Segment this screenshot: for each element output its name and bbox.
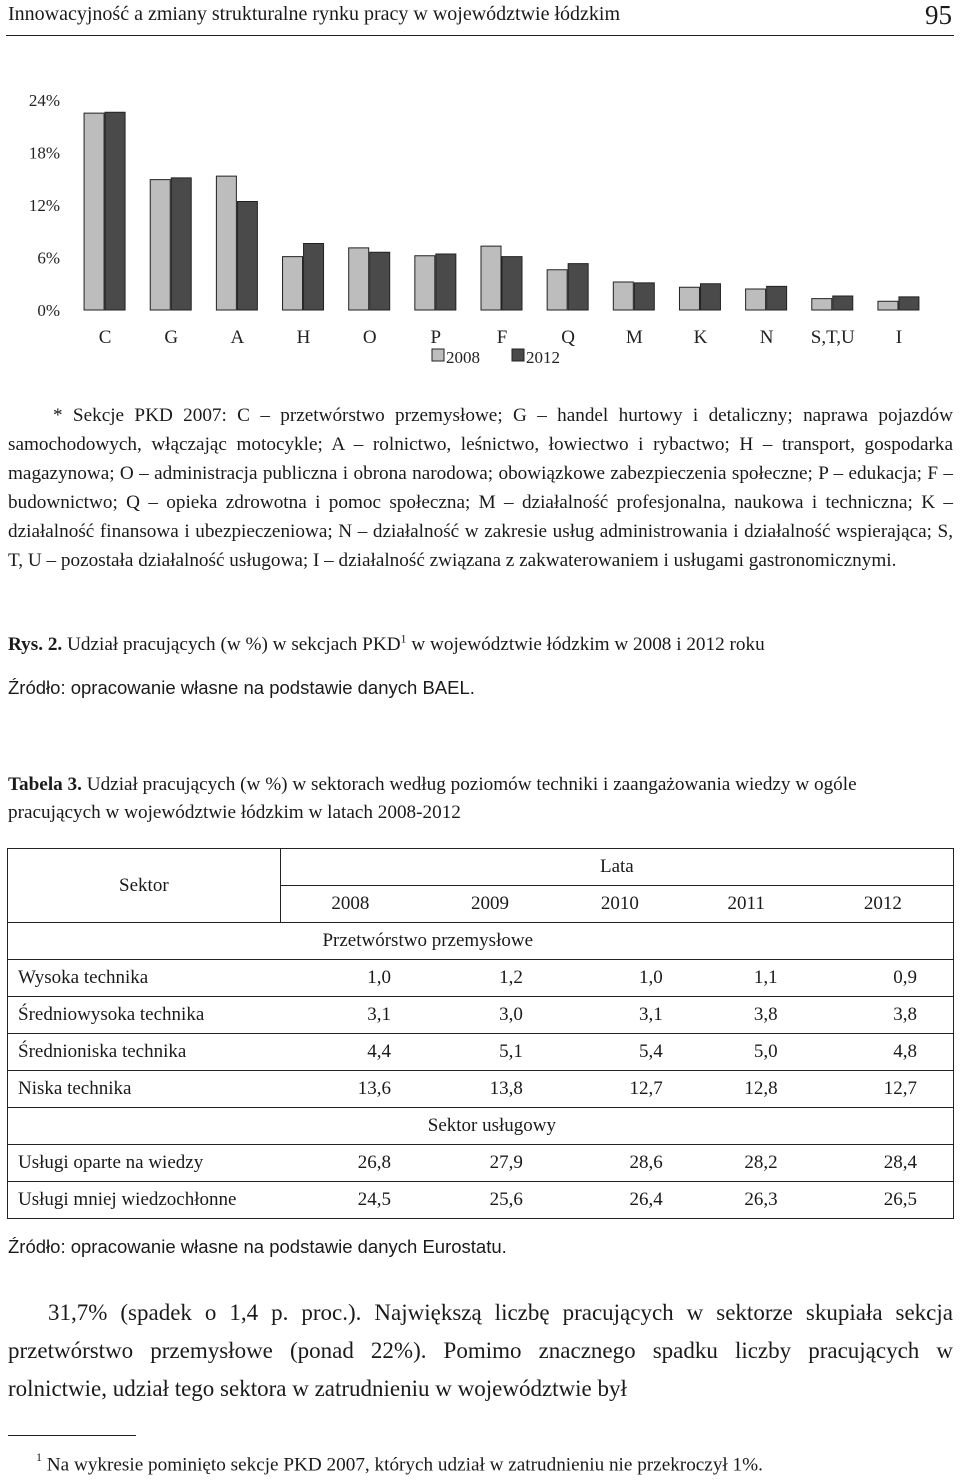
cell: 26,8	[357, 1152, 392, 1173]
cell: 3,1	[639, 1004, 663, 1025]
row-label: Średniowysoka technika	[8, 997, 281, 1034]
group-label-industry	[8, 923, 954, 960]
bar-2012	[899, 297, 919, 310]
y-tick-label: 6%	[37, 248, 60, 268]
cell: 5,0	[753, 1041, 778, 1062]
bar-2008	[812, 299, 832, 310]
bar-2012	[634, 283, 654, 310]
bar-2008	[878, 301, 898, 310]
figure-caption-label: Rys. 2.	[8, 634, 63, 655]
group-label-services-text: Sektor usługowy	[427, 1115, 556, 1136]
bar-2012	[833, 296, 853, 310]
header-rule	[6, 35, 954, 36]
footnote-marker: 1	[36, 1450, 42, 1464]
x-tick-label: O	[362, 327, 377, 348]
footnote	[36, 1452, 763, 1476]
bar-2008	[481, 246, 501, 310]
cell: 26,3	[744, 1189, 778, 1210]
body-paragraph	[8, 1294, 953, 1408]
cell: 4,4	[367, 1041, 392, 1062]
page-number: 95	[925, 0, 952, 30]
y-tick-label: 18%	[28, 143, 60, 163]
figure-caption	[8, 631, 765, 656]
cell: 1,1	[753, 967, 778, 988]
cell: 28,6	[629, 1152, 663, 1173]
x-tick-label: K	[693, 327, 708, 348]
cell: 12,8	[744, 1078, 778, 1099]
cell: 28,2	[744, 1152, 778, 1173]
cell: 13,8	[489, 1078, 523, 1099]
legend-label: 2008	[446, 348, 480, 367]
x-tick-label: F	[496, 327, 508, 348]
cell: 3,8	[813, 997, 954, 1034]
year-header: 2010	[600, 893, 639, 914]
cell: 3,0	[499, 1004, 523, 1025]
bar-2012	[370, 252, 390, 310]
row-label: Średnioniska technika	[8, 1034, 281, 1071]
cell: 4,8	[813, 1034, 954, 1071]
bar-chart	[0, 60, 960, 370]
table-caption-text: Udział pracujących (w %) w sektorach według poziomów techniki i zaangażowania wiedzy w ogóle pracujących w województwie łódzkim w latach 2008-2012	[8, 774, 857, 823]
year-header: 2011	[727, 893, 765, 914]
year-header: 2008	[331, 893, 370, 914]
cell: 27,9	[489, 1152, 523, 1173]
table-source: Źródło: opracowanie własne na podstawie danych Eurostatu.	[8, 1236, 507, 1257]
table-caption	[8, 771, 953, 827]
chart-note	[8, 401, 953, 575]
cell: 12,7	[629, 1078, 663, 1099]
figure-caption-text-before: Udział pracujących (w %) w sekcjach PKD	[62, 634, 401, 655]
cell: 3,1	[367, 1004, 392, 1025]
footnote-reference: 1	[400, 631, 407, 646]
year-header: 2012	[813, 886, 954, 923]
cell: 5,4	[639, 1041, 663, 1062]
data-table	[7, 848, 954, 1219]
cell: 3,8	[753, 1004, 778, 1025]
table-row	[8, 1145, 954, 1182]
group-label-services	[8, 1108, 954, 1145]
running-header-title: Innowacyjność a zmiany strukturalne rynku pracy w województwie łódzkim	[8, 3, 621, 25]
bar-2012	[568, 264, 588, 310]
header-sector: Sektor	[8, 849, 281, 923]
cell: 28,4	[813, 1145, 954, 1182]
row-label: Niska technika	[8, 1071, 281, 1108]
bar-2012	[304, 244, 324, 311]
cell: 26,5	[813, 1182, 954, 1219]
bar-2012	[436, 254, 456, 310]
bar-2012	[767, 286, 787, 310]
x-tick-label: P	[430, 327, 442, 348]
bar-2008	[746, 289, 766, 310]
y-tick-label: 12%	[28, 196, 60, 215]
bar-2008	[613, 282, 633, 310]
cell: 1,0	[367, 967, 392, 988]
x-tick-label: C	[98, 327, 112, 348]
row-label: Usługi oparte na wiedzy	[8, 1145, 281, 1182]
cell: 13,6	[357, 1078, 392, 1099]
cell: 25,6	[489, 1189, 523, 1210]
bar-2008	[150, 180, 170, 310]
legend-swatch	[432, 349, 444, 361]
x-tick-label: I	[895, 327, 903, 348]
bar-2008	[349, 248, 369, 310]
x-tick-label: H	[296, 327, 311, 348]
x-tick-label: A	[230, 327, 245, 348]
cell: 1,2	[499, 967, 523, 988]
x-tick-label: S,T,U	[810, 327, 855, 348]
chart-note-text: * Sekcje PKD 2007: C – przetwórstwo przemysłowe; G – handel hurtowy i detaliczny; naprawa pojazdów samochodowych, włączając motocykle; A – rolnictwo, leśnictwo, łowiectwo i rybactwo; H – transport, gospodarka magazynowa; O – administracja publiczna i obrona narodowa; obowiązkowe zabezpieczenia społeczne; P – edukacja; F – budownictwo; Q – opieka zdrowotna i pomoc społeczna; M – działalność profesjonalna, naukowa i techniczna; K – działalność finansowa i ubezpieczeniowa; N – działalność w zakresie usług administrowania i działalność wspierająca; S, T, U – pozostała działalność usługowa; I – działalność związana z zakwaterowaniem i usługami gastronomicznymi.	[8, 405, 953, 571]
table-row	[8, 960, 954, 997]
year-header: 2009	[470, 893, 509, 914]
cell: 12,7	[813, 1071, 954, 1108]
row-label: Usługi mniej wiedzochłonne	[8, 1182, 281, 1219]
header-years: Lata	[280, 849, 953, 886]
bar-2008	[216, 176, 236, 310]
legend-swatch	[512, 349, 524, 361]
row-label: Wysoka technika	[8, 960, 281, 997]
table-caption-label: Tabela 3.	[8, 774, 82, 795]
y-tick-label: 0%	[37, 301, 60, 320]
cell: 1,0	[639, 967, 663, 988]
footnote-rule	[8, 1435, 136, 1436]
bar-2008	[679, 287, 699, 310]
bar-2008	[415, 256, 435, 310]
x-tick-label: N	[759, 327, 774, 348]
bar-2008	[547, 270, 567, 310]
table-row	[8, 1071, 954, 1108]
y-tick-label: 24%	[28, 91, 60, 110]
bar-2012	[700, 284, 720, 310]
bar-2012	[105, 112, 125, 310]
bar-2012	[502, 257, 522, 310]
figure-caption-text-after: w województwie łódzkim w 2008 i 2012 roku	[406, 634, 765, 655]
figure-source: Źródło: opracowanie własne na podstawie danych BAEL.	[8, 677, 475, 698]
bar-2008	[283, 257, 303, 310]
table-row	[8, 1182, 954, 1219]
cell: 26,4	[629, 1189, 663, 1210]
bar-2012	[171, 178, 191, 310]
body-paragraph-text: 31,7% (spadek o 1,4 p. proc.). Największą liczbę pracujących w sektorze skupiała sekcja przetwórstwo przemysłowe (ponad 22%). Pomimo znacznego spadku liczby pracujących w rolnictwie, udział tego sektora w zatrudnieniu w województwie był	[8, 1300, 953, 1401]
footnote-text: Na wykresie pominięto sekcje PKD 2007, których udział w zatrudnieniu nie przekroczył 1%.	[42, 1454, 763, 1476]
table-row	[8, 997, 954, 1034]
x-tick-label: G	[164, 327, 179, 348]
table-row	[8, 1034, 954, 1071]
group-label-industry-text: Przetwórstwo przemysłowe	[322, 930, 533, 951]
cell: 5,1	[499, 1041, 523, 1062]
cell: 0,9	[813, 960, 954, 997]
x-tick-label: Q	[561, 327, 576, 348]
legend-label: 2012	[526, 348, 560, 367]
bar-2008	[84, 113, 104, 310]
x-tick-label: M	[625, 327, 643, 348]
cell: 24,5	[357, 1189, 392, 1210]
bar-2012	[237, 202, 257, 311]
